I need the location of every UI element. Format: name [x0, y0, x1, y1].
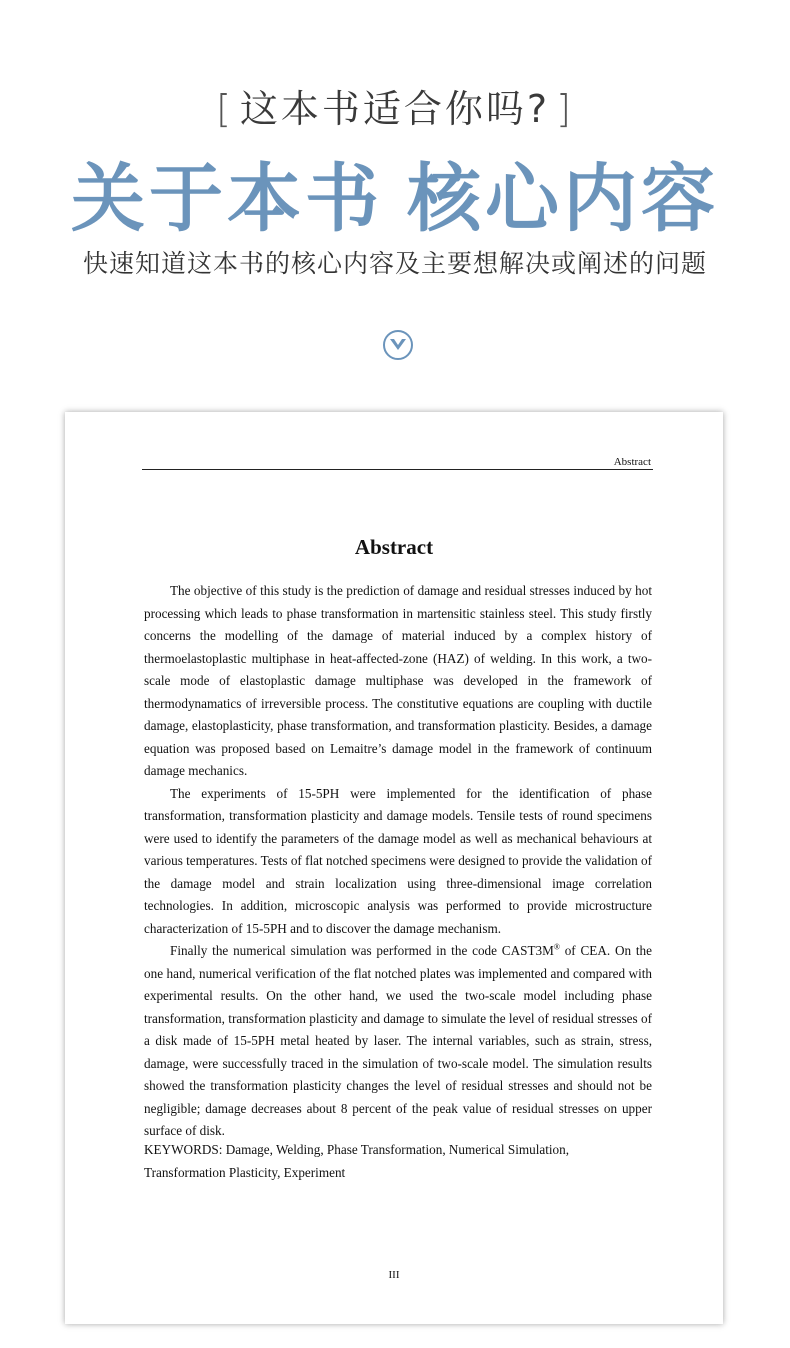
abstract-body	[144, 580, 652, 1143]
header-rule	[142, 469, 653, 470]
chevron-down-circle-icon[interactable]	[383, 330, 413, 360]
headline-right: 核心内容	[407, 156, 719, 242]
question-heading	[0, 78, 790, 133]
paragraph: The experiments of 15-5PH were implemented for the identification of phase transformation, transformation plasticity and damage models. Tensile tests of round specimens were used to identify the parameters of the damage model as well as mechanical behaviours at various temperatures. Tests of flat notched specimens were designed to provide the validation of the damage model and strain localization using three-dimensional image correlation technologies. In addition, microscopic analysis was performed to provide microstructure characterization of 15-5PH and to discover the damage mechanism.	[144, 785, 652, 936]
headline-left: 关于本书	[71, 156, 383, 242]
headline	[0, 140, 790, 246]
bracket-open: [	[216, 87, 234, 131]
subtitle: 快速知道这本书的核心内容及主要想解决或阐述的问题	[82, 249, 707, 278]
abstract-title: Abstract	[354, 535, 434, 559]
paragraph: Finally the numerical simulation was performed in the code CAST3M® of CEA. On the one hand, numerical verification of the flat notched plates was implemented and compared with experimental results. On the other hand, we used the two-scale model including phase transformation, transformation plasticity and damage to simulate the level of residual stresses of a disk made of 15-5PH metal heated by laser. The internal variables, such as strain, stress, damage, were successfully traced in the simulation of two-scale model. The simulation results showed the transformation plasticity changes the level of residual stresses and should not be negligible; damage decreases about 8 percent of the peak value of residual stresses on upper surface of disk.	[144, 942, 652, 1138]
promo-header	[0, 0, 790, 400]
document-page	[65, 412, 723, 1324]
page-number: III	[388, 1269, 400, 1281]
registered-mark: ®	[553, 942, 560, 952]
bracket-close: ]	[556, 87, 574, 131]
keywords: KEYWORDS: Damage, Welding, Phase Transformation, Numerical Simulation, Transformation Plasticity, Experiment	[144, 1142, 570, 1180]
question-text: 这本书适合你吗?	[239, 87, 551, 131]
paragraph: The objective of this study is the prediction of damage and residual stresses induced by hot processing which leads to phase transformation in martensitic stainless steel. This study firstly concerns the modelling of the damage of material induced by a complex history of thermoelastoplastic multiphase in heat-affected-zone (HAZ) of welding. In this work, a two-scale mode of elastoplastic damage multiphase was developed in the framework of thermodynamatics of irreversible process. The constitutive equations are coupling with ductile damage, elastoplasticity, phase transformation, and transformation plasticity. Besides, a damage equation was proposed based on Lemaitre’s damage model in the framework of continuum damage mechanics.	[144, 583, 652, 778]
running-head: Abstract	[613, 456, 651, 468]
